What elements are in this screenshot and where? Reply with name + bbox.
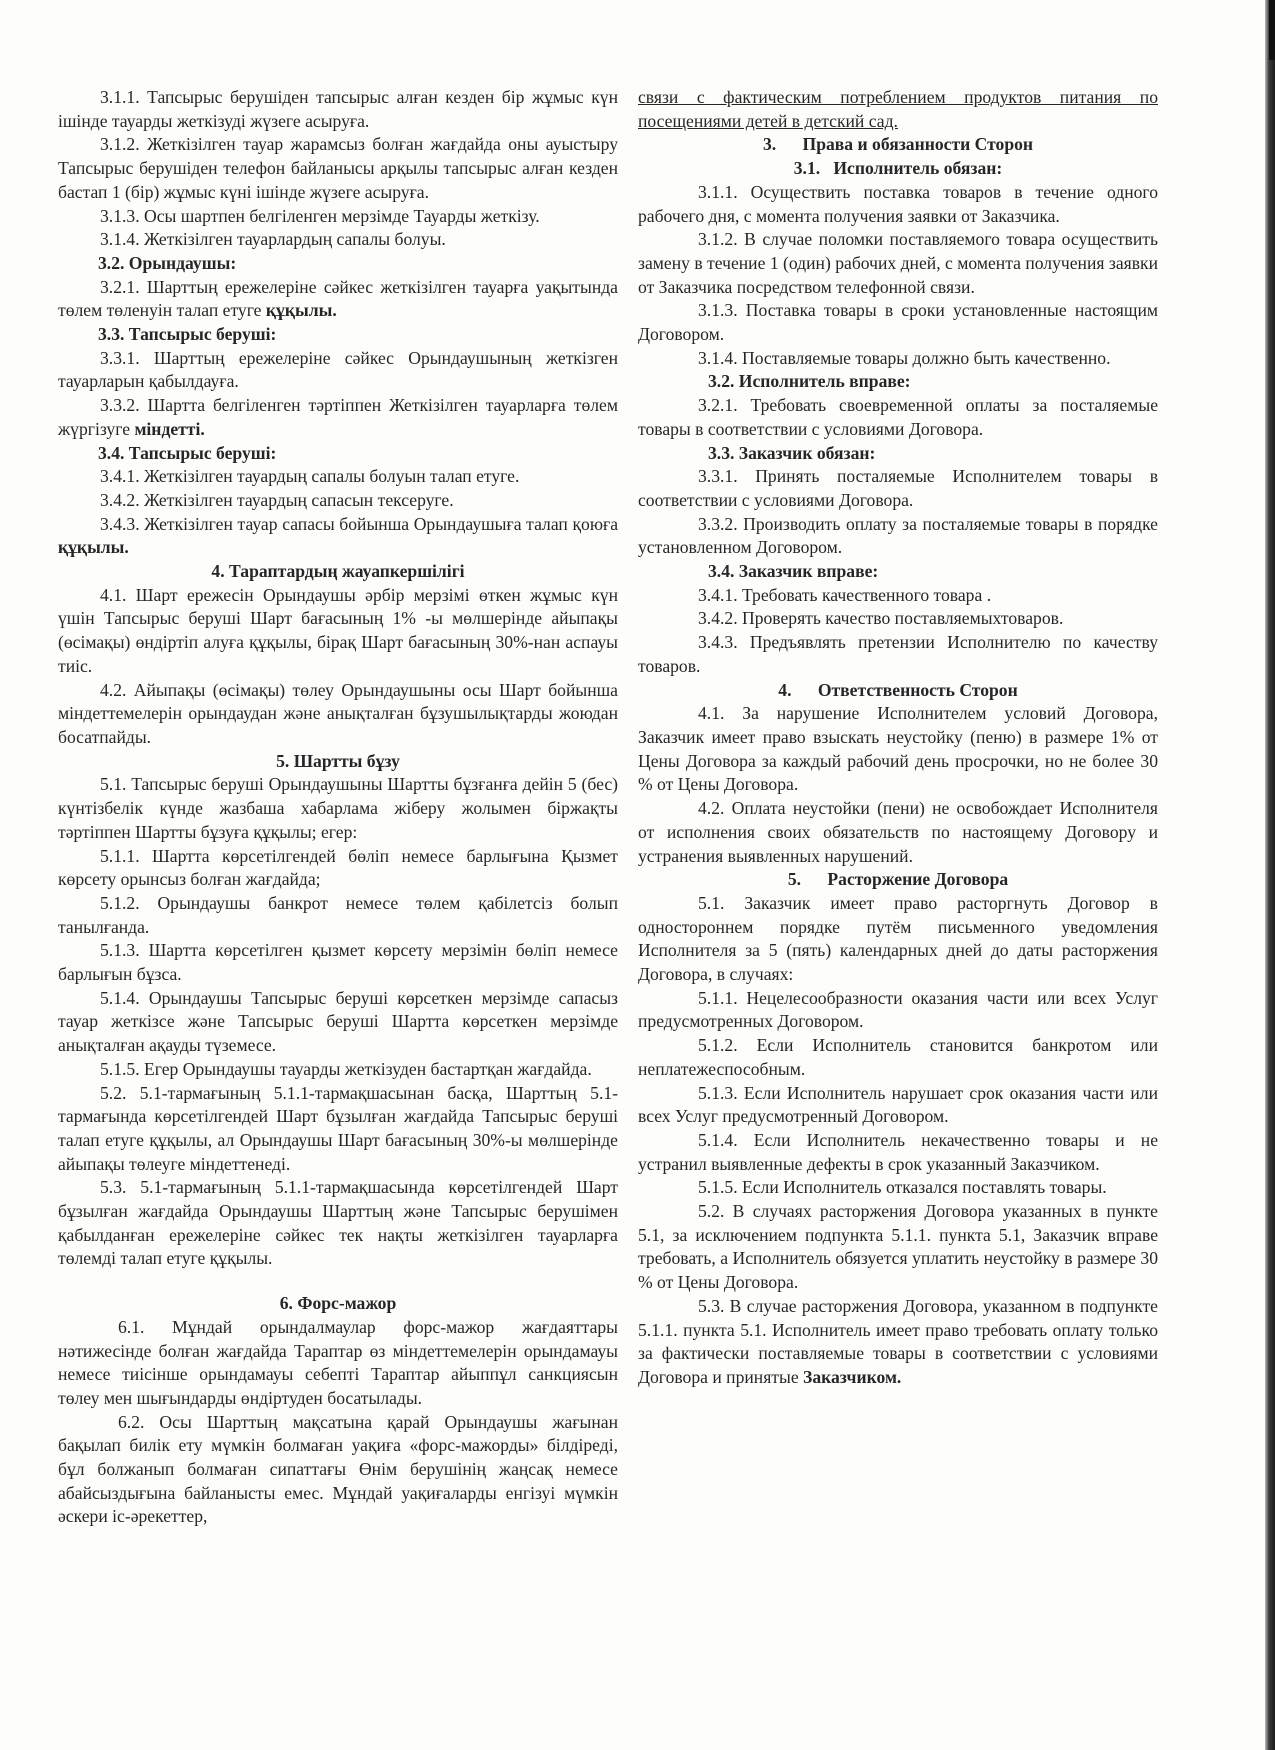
clause-5-1-1-kz: 5.1.1. Шартта көрсетілгендей бөліп немесе барлығына Қызмет көрсету орынсыз болған жағдайда; — [58, 845, 618, 890]
clause-4-1-ru: 4.1. За нарушение Исполнителем условий Договора, Заказчик имеет право взыскать неустойку (пеню) в размере 1% от Цены Договора за каждый рабочий день просрочки, но не более 30 % от Цены Договора. — [638, 703, 1158, 795]
scan-edge-top — [1269, 0, 1275, 60]
subheading-3-2-ru: 3.2. Исполнитель вправе: — [708, 371, 911, 392]
clause-3-1-3-kz: 3.1.3. Осы шартпен белгіленген мерзімде Тауарды жеткізу. — [100, 205, 540, 226]
section-5-heading-kz: 5. Шартты бұзу — [276, 750, 400, 771]
clause-3-3-1-ru: 3.3.1. Принять посталяемые Исполнителем товары в соответствии с условиями Договора. — [638, 466, 1158, 510]
clause-6-1-kz: 6.1. Мұндай орындалмаулар форс-мажор жағдаяттары нәтижесінде болған жағдайда Тараптар өз міндеттемелерін орындамауы немесе тиісінше орындамауы себепті Тараптар айыппұл санкциясын төлеу мен шығындарды өндіртуден босатылады. — [58, 1316, 618, 1408]
clause-6-2-kz: 6.2. Осы Шарттың мақсатына қарай Орындаушы жағынан бақылап билік ету мүмкін болмаған уақиға «форс-мажорды» білдіреді, бұл болжанып болмаған сипаттағы Өнім берушінің жаңсақ немесе абайсыздығына байланысты емес. Мұндай уақиғаларды енгізуі мүмкін әскери іс-әрекеттер, — [58, 1411, 618, 1527]
clause-3-1-1-kz: 3.1.1. Тапсырыс берушіден тапсырыс алған кезден бір жұмыс күн ішінде тауарды жеткізуді жүзеге асыруға. — [58, 87, 618, 131]
section-6-heading-kz: 6. Форс-мажор — [279, 1293, 397, 1314]
clause-5-2-ru: 5.2. В случаях расторжения Договора указанных в пункте 5.1, за исключением подпункта 5.1.1. пункта 5.1, Заказчик вправе требовать, а Исполнитель обязуется уплатить неустойку в размере 30 % от Цены Договора. — [638, 1201, 1158, 1293]
clause-3-4-2-kz: 3.4.2. Жеткізілген тауардың сапасын тексеруге. — [100, 489, 454, 510]
scan-edge-shadow — [1265, 0, 1275, 1750]
clause-5-1-4-kz: 5.1.4. Орындаушы Тапсырыс беруші көрсеткен мерзімде сапасыз тауар жеткізсе және Тапсырыс беруші Шартта көрсеткен мерзімде анықталған ақауды түземесе. — [58, 987, 618, 1056]
clause-3-1-4-ru: 3.1.4. Поставляемые товары должно быть качественно. — [698, 347, 1111, 368]
subheading-3-3-ru: 3.3. Заказчик обязан: — [708, 442, 876, 463]
clause-5-1-2-ru: 5.1.2. Если Исполнитель становится банкротом или неплатежеспособным. — [638, 1035, 1158, 1079]
clause-3-3-2-kz-text: 3.3.2. Шартта белгіленген тәртіппен Жеткізілген тауарларға төлем жүргізуге — [58, 395, 618, 439]
clause-5-3-ru — [638, 1295, 1158, 1390]
clause-3-1-4-kz: 3.1.4. Жеткізілген тауарлардың сапалы болуы. — [100, 229, 446, 250]
clause-4-2-kz: 4.2. Айыпақы (өсімақы) төлеу Орындаушыны осы Шарт бойынша міндеттемелерін орындаудан және анықталған бұзушылықтарды жоюдан босатпайды. — [58, 679, 618, 747]
clause-3-3-2-kz — [58, 394, 618, 441]
clause-5-3-kz: 5.3. 5.1-тармағының 5.1.1-тармақшасында көрсетілгендей Шарт бұзылған жағдайда Орындаушы Шарттың және Тапсырыс берушімен қабылданған ережелеріне сәйкес тек нақты жеткізілген тауарларға төлемді талап етуге құқылы. — [58, 1177, 618, 1269]
clause-3-3-1-kz: 3.3.1. Шарттың ережелеріне сәйкес Орындаушының жеткізген тауарларын қабылдауға. — [58, 347, 618, 392]
clause-4-1-kz: 4.1. Шарт ережесін Орындаушы әрбір мерзімі өткен жұмыс күн үшін Тапсырыс беруші Шарт бағасының 1% -ы мөлшерінде айыпақы (өсімақы) өндіртіп алуға құқылы, бірақ Шарт бағасының 30%-нан аспауы тиіс. — [58, 584, 618, 676]
clause-5-1-ru: 5.1. Заказчик имеет право расторгнуть Договор в одностороннем порядке путём письменного уведомления Исполнителя за 5 (пять) календарных дней до даты расторжения Договора, в случаях: — [638, 892, 1158, 985]
russian-column — [638, 86, 1158, 1390]
clause-3-4-1-kz: 3.4.1. Жеткізілген тауардың сапалы болуын талап етуге. — [100, 466, 520, 487]
subheading-3-1-ru: 3.1. Исполнитель обязан: — [793, 158, 1003, 179]
section-4-heading-ru: 4. Ответственность Сторон — [778, 679, 1018, 700]
clause-5-3-ru-text: 5.3. В случае расторжения Договора, указанном в подпункте 5.1.1. пункта 5.1. Исполнитель имеет право требовать оплату только за фактически поставляемые товары в соответствии с условиями Договора и принятые — [638, 1295, 1158, 1387]
subheading-3-4-kz: 3.4. Тапсырыс беруші: — [98, 442, 277, 463]
kazakh-column — [58, 86, 618, 1529]
clause-5-1-2-kz: 5.1.2. Орындаушы банкрот немесе төлем қабілетсіз болып танылғанда. — [58, 892, 618, 937]
subheading-3-2-kz: 3.2. Орындаушы: — [98, 252, 237, 273]
clause-5-3-ru-bold: Заказчиком. — [803, 1366, 902, 1387]
clause-5-1-kz: 5.1. Тапсырыс беруші Орындаушыны Шартты бұзғанға дейін 5 (бес) күнтізбелік күнде жазбаша хабарлама жіберу жолымен біржақты тәртіппен Шартты бұзуға құқылы; егер: — [58, 774, 618, 842]
clause-3-2-1-kz-bold: құқылы. — [265, 300, 337, 321]
clause-3-1-2-ru: 3.1.2. В случае поломки поставляемого товара осуществить замену в течение 1 (один) рабочих дней, с момента получения заявки от Заказчика посредством телефонной связи. — [638, 229, 1158, 297]
clause-3-1-1-ru: 3.1.1. Осуществить поставка товаров в течение одного рабочего дня, с момента получения заявки от Заказчика. — [638, 181, 1158, 226]
clause-5-1-1-ru: 5.1.1. Нецелесообразности оказания части или всех Услуг предусмотренных Договором. — [638, 987, 1158, 1032]
clause-5-2-kz: 5.2. 5.1-тармағының 5.1.1-тармақшасынан басқа, Шарттың 5.1-тармағында көрсетілгендей Шарт бұзылған жағдайда Тапсырыс беруші талап етуге құқылы, ал Орындаушы Шарт бағасының 30%-ы мөлшерінде айыпақы төлеуге міндеттенеді. — [58, 1082, 618, 1174]
clause-3-4-3-kz-text: 3.4.3. Жеткізілген тауар сапасы бойынша Орындаушыға талап қоюға — [100, 513, 618, 534]
subheading-3-3-kz: 3.3. Тапсырыс беруші: — [98, 324, 277, 345]
clause-3-2-1-kz — [58, 276, 618, 323]
section-5-heading-ru: 5. Расторжение Договора — [787, 869, 1009, 890]
clause-3-4-3-ru: 3.4.3. Предъявлять претензии Исполнителю по качеству товаров. — [638, 632, 1158, 676]
clause-4-2-ru: 4.2. Оплата неустойки (пени) не освобождает Исполнителя от исполнения своих обязательств по настоящему Договору и устранения выявленных нарушений. — [638, 798, 1158, 866]
clause-3-1-3-ru: 3.1.3. Поставка товары в сроки установленные настоящим Договором. — [638, 300, 1158, 345]
clause-3-1-2-kz: 3.1.2. Жеткізілген тауар жарамсыз болған жағдайда оны ауыстыру Тапсырыс берушіден телефон байланысы арқылы тапсырыс алған кезден бастап 1 (бір) жұмыс күні ішінде жүзеге асыруға. — [58, 134, 618, 202]
clause-3-4-3-kz — [58, 513, 618, 560]
subheading-3-4-ru: 3.4. Заказчик вправе: — [708, 561, 879, 582]
clause-3-3-2-kz-bold: міндетті. — [134, 418, 205, 439]
clause-5-1-3-ru: 5.1.3. Если Исполнитель нарушает срок оказания части или всех Услуг предусмотренный Договором. — [638, 1082, 1158, 1127]
intro-underlined-text: связи с фактическим потреблением продуктов питания по посещениями детей в детский сад. — [638, 87, 1158, 131]
section-3-heading-ru: 3. Права и обязанности Сторон — [762, 134, 1034, 155]
clause-3-4-2-ru: 3.4.2. Проверять качество поставляемыхтоваров. — [698, 608, 1064, 629]
clause-3-4-1-ru: 3.4.1. Требовать качественного товара . — [698, 584, 992, 605]
clause-5-1-4-ru: 5.1.4. Если Исполнитель некачественно товары и не устранил выявленные дефекты в срок указанный Заказчиком. — [638, 1129, 1158, 1174]
clause-5-1-5-ru: 5.1.5. Если Исполнитель отказался поставлять товары. — [698, 1177, 1107, 1198]
clause-3-2-1-kz-text: 3.2.1. Шарттың ережелеріне сәйкес жеткізілген тауарға уақытында төлем төленуін талап етуге — [58, 276, 618, 321]
clause-5-1-5-kz: 5.1.5. Егер Орындаушы тауарды жеткізуден бастартқан жағдайда. — [100, 1058, 592, 1079]
clause-3-3-2-ru: 3.3.2. Производить оплату за посталяемые товары в порядке установленном Договором. — [638, 513, 1158, 558]
clause-3-2-1-ru: 3.2.1. Требовать своевременной оплаты за посталяемые товары в соответствии с условиями Договора. — [638, 395, 1158, 439]
intro-continuation-ru — [638, 86, 1158, 133]
clause-5-1-3-kz: 5.1.3. Шартта көрсетілген қызмет көрсету мерзімін бөліп немесе барлығын бұзса. — [58, 940, 618, 985]
clause-3-4-3-kz-bold: құқылы. — [58, 537, 129, 558]
section-4-heading-kz: 4. Тараптардың жауапкершілігі — [211, 561, 465, 582]
